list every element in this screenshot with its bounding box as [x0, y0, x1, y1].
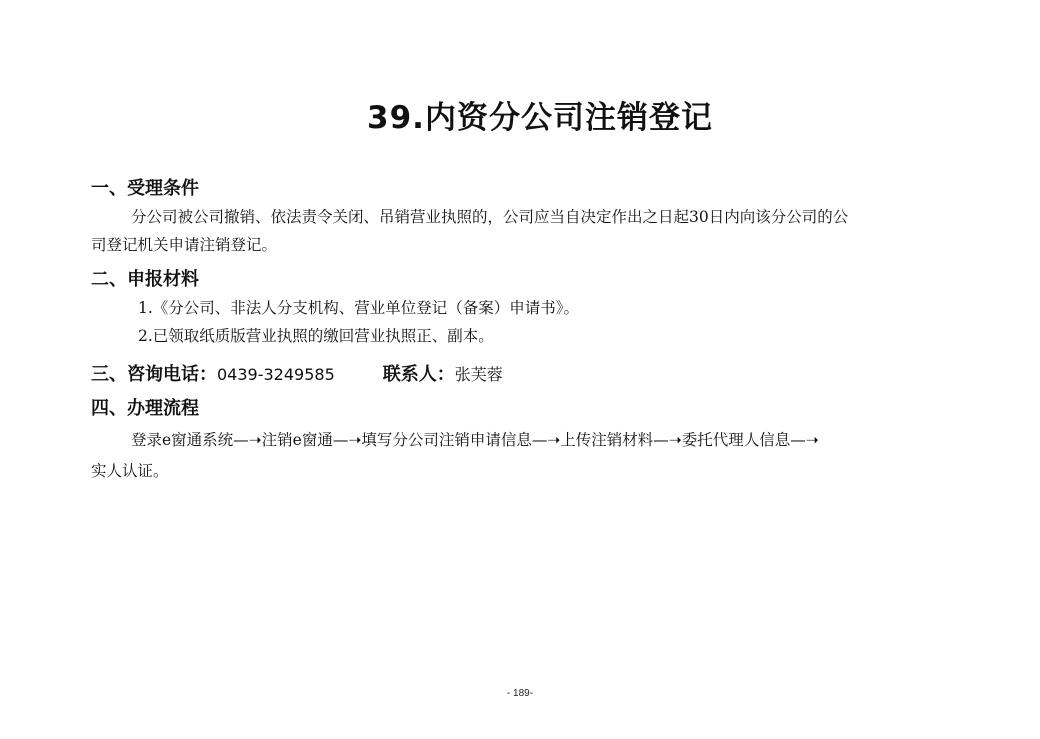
conditions-text-line2: 司登记机关申请注销登记。 [91, 236, 278, 254]
process-text-line1: 登录e窗通系统—➝注销e窗通—➝填写分公司注销申请信息—➝上传注销材料—➝委托代理人信息—➝ [131, 431, 819, 449]
consult-phone: 0439-3249585 [217, 365, 335, 384]
contact-label: 联系人： [382, 364, 455, 385]
section-heading-materials: 二、申报材料 [91, 269, 199, 290]
section-heading-conditions: 一、受理条件 [91, 178, 199, 199]
materials-item-2: 2.已领取纸质版营业执照的缴回营业执照正、副本。 [138, 327, 494, 345]
conditions-text-line1: 分公司被公司撤销、依法责令关闭、吊销营业执照的，公司应当自决定作出之日起30日内向该分公司的公 [131, 208, 849, 226]
consult-row [91, 360, 503, 386]
materials-item-1: 1.《分公司、非法人分支机构、营业单位登记（备案）申请书》。 [138, 299, 580, 317]
contact-name: 张芙蓉 [454, 365, 503, 384]
section-heading-process: 四、办理流程 [91, 398, 199, 419]
process-text-line2: 实人认证。 [91, 462, 169, 480]
page-title: 39.内资分公司注销登记 [367, 100, 713, 136]
section-heading-consult: 三、咨询电话： [91, 364, 217, 385]
page-number: - 189- [506, 688, 534, 699]
